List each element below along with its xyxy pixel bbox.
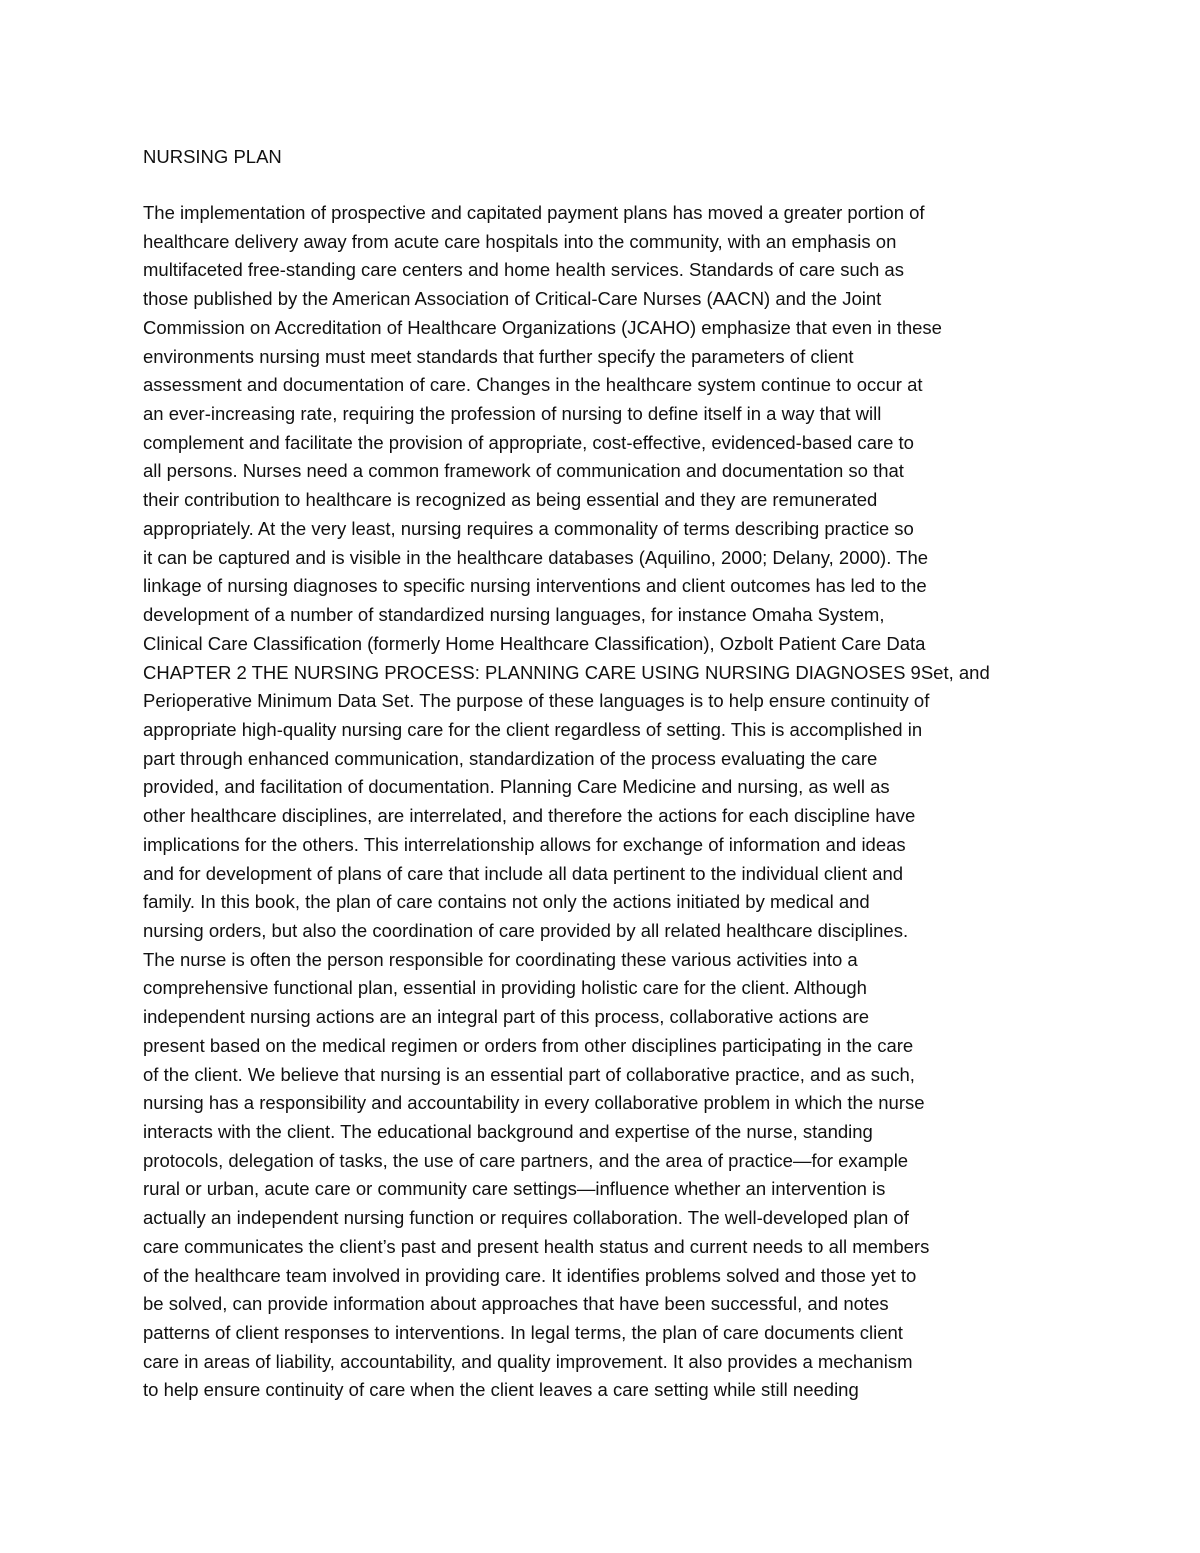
body-text-line: independent nursing actions are an integral part of this process, collaborative actions are (143, 1006, 870, 1028)
body-text-line: patterns of client responses to interventions. In legal terms, the plan of care documents client (143, 1322, 903, 1344)
body-text-line: provided, and facilitation of documentation. Planning Care Medicine and nursing, as well as (143, 776, 890, 798)
body-text-line: The implementation of prospective and capitated payment plans has moved a greater portion of (143, 202, 925, 223)
body-text-line: to help ensure continuity of care when the client leaves a care setting while still needing (143, 1379, 859, 1401)
body-text-line: appropriately. At the very least, nursing requires a commonality of terms describing practice so (143, 517, 914, 539)
body-text-line: environments nursing must meet standards that further specify the parameters of client (143, 345, 854, 367)
body-text-line: appropriate high-quality nursing care for the client regardless of setting. This is accomplished in (143, 718, 923, 740)
body-text-line: care in areas of liability, accountability, and quality improvement. It also provides a mechanism (143, 1350, 913, 1372)
document-title: NURSING PLAN (143, 146, 282, 167)
body-text-line: family. In this book, the plan of care contains not only the actions initiated by medical and (143, 891, 870, 913)
body-text-line: Perioperative Minimum Data Set. The purpose of these languages is to help ensure continuity of (143, 690, 930, 712)
body-text-line: their contribution to healthcare is recognized as being essential and they are remunerated (143, 489, 878, 511)
body-text-line: rural or urban, acute care or community care settings—influence whether an intervention is (143, 1178, 886, 1200)
body-text-line: nursing has a responsibility and accountability in every collaborative problem in which the nurse (143, 1092, 925, 1114)
body-text-line: assessment and documentation of care. Changes in the healthcare system continue to occur at (143, 374, 923, 396)
body-text-line: complement and facilitate the provision of appropriate, cost-effective, evidenced-based care to (143, 431, 914, 453)
body-text-line: Clinical Care Classification (formerly Home Healthcare Classification), Ozbolt Patient Care Data (143, 632, 926, 654)
body-text-line: of the client. We believe that nursing is an essential part of collaborative practice, and as such, (143, 1063, 915, 1085)
body-text-line: healthcare delivery away from acute care hospitals into the community, with an emphasis on (143, 230, 897, 252)
body-text-line: comprehensive functional plan, essential in providing holistic care for the client. Although (143, 977, 867, 999)
body-text-line: development of a number of standardized nursing languages, for instance Omaha System, (143, 604, 885, 626)
body-text-line: Commission on Accreditation of Healthcare Organizations (JCAHO) emphasize that even in these (143, 316, 942, 338)
body-text-line: those published by the American Association of Critical-Care Nurses (AACN) and the Joint (143, 288, 882, 310)
body-text-line: CHAPTER 2 THE NURSING PROCESS: PLANNING CARE USING NURSING DIAGNOSES 9Set, and (143, 661, 990, 683)
body-text-line: interacts with the client. The educational background and expertise of the nurse, standing (143, 1121, 873, 1142)
body-text-line: and for development of plans of care that include all data pertinent to the individual client and (143, 862, 904, 884)
body-text-line: it can be captured and is visible in the healthcare databases (Aquilino, 2000; Delany, 2000). The (143, 546, 929, 568)
body-text-line: The nurse is often the person responsible for coordinating these various activities into a (143, 948, 858, 970)
body-text-line: nursing orders, but also the coordination of care provided by all related healthcare disciplines. (143, 919, 909, 941)
body-text-line: present based on the medical regimen or orders from other disciplines participating in the care (143, 1034, 914, 1056)
document-body (143, 199, 1073, 1405)
body-text-line: implications for the others. This interrelationship allows for exchange of information and ideas (143, 833, 906, 855)
body-text-line: other healthcare disciplines, are interrelated, and therefore the actions for each discipline have (143, 805, 916, 827)
body-text-line: multifaceted free-standing care centers and home health services. Standards of care such as (143, 259, 904, 281)
body-text-line: care communicates the client’s past and present health status and current needs to all members (143, 1235, 930, 1257)
body-text-line: an ever-increasing rate, requiring the profession of nursing to define itself in a way that will (143, 403, 882, 425)
body-text-line: all persons. Nurses need a common framework of communication and documentation so that (143, 460, 904, 482)
body-text-line: protocols, delegation of tasks, the use of care partners, and the area of practice—for example (143, 1149, 909, 1171)
body-text-line: be solved, can provide information about approaches that have been successful, and notes (143, 1293, 889, 1315)
body-text-line: part through enhanced communication, standardization of the process evaluating the care (143, 747, 878, 769)
body-text-line: actually an independent nursing function or requires collaboration. The well-developed plan of (143, 1207, 909, 1229)
body-text-line: of the healthcare team involved in providing care. It identifies problems solved and those yet to (143, 1264, 917, 1286)
body-text-line: linkage of nursing diagnoses to specific nursing interventions and client outcomes has led to the (143, 575, 927, 597)
